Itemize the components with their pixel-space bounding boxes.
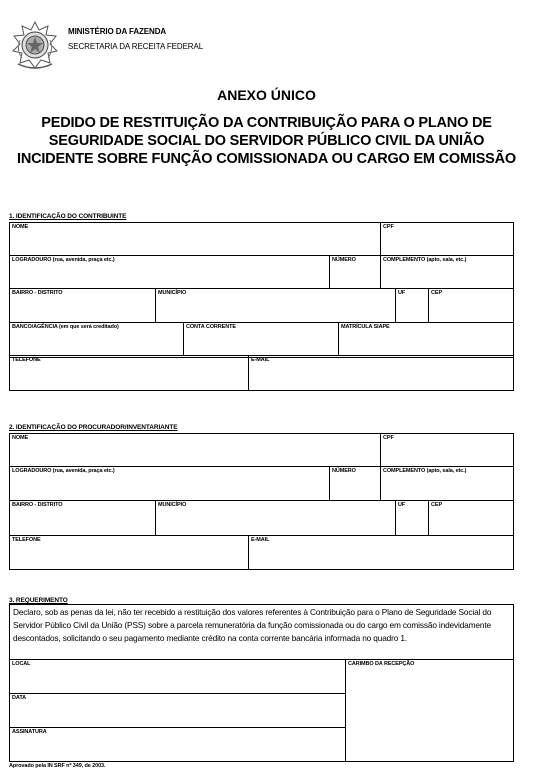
s2-logradouro-field[interactable] — [9, 466, 330, 501]
s1-email-label: E-MAIL — [251, 357, 270, 363]
s1-cep-field[interactable] — [428, 288, 514, 323]
section3-title: 3. REQUERIMENTO — [9, 597, 68, 604]
s3-data-field[interactable] — [9, 693, 346, 728]
s3-carimbo-label: CARIMBO DA RECEPÇÃO — [348, 661, 415, 667]
form-title-line3: INCIDENTE SOBRE FUNÇÃO COMISSIONADA OU CARGO EM COMISSÃO — [16, 151, 516, 167]
s2-uf-field[interactable] — [395, 500, 429, 536]
s1-telefone-field[interactable] — [9, 355, 249, 391]
s3-assinatura-field[interactable] — [9, 727, 346, 762]
s1-complemento-label: COMPLEMENTO (apto, sala, etc.) — [383, 257, 467, 263]
s2-telefone-field[interactable] — [9, 535, 249, 570]
s1-cep-label: CEP — [431, 290, 443, 296]
form-title-line1: PEDIDO DE RESTITUIÇÃO DA CONTRIBUIÇÃO PARA O PLANO DE — [41, 115, 492, 131]
form-title — [0, 114, 533, 168]
s3-local-label: LOCAL — [12, 661, 31, 667]
secretariat-name: SECRETARIA DA RECEITA FEDERAL — [68, 42, 204, 51]
s3-assinatura-label: ASSINATURA — [12, 729, 47, 735]
s1-banco-field[interactable] — [9, 322, 184, 356]
s2-numero-label: NÚMERO — [332, 468, 356, 474]
s3-carimbo-field[interactable] — [345, 659, 514, 762]
s1-matricula-field[interactable] — [338, 322, 514, 356]
s1-uf-field[interactable] — [395, 288, 429, 323]
request-declaration-text: Declaro, sob as penas da lei, não ter recebido a restituição dos valores referentes à Contribuição para o Plano de Seguridade Social do Servidor Público Civil da União (PSS) sobre a parcela remuneratória da função comissionada ou do cargo em comissão indevidamente descontados, solicitando o seu pagamento mediante crédito na conta corrente bancária informada no quadro 1. — [9, 604, 514, 660]
s1-municipio-field[interactable] — [155, 288, 396, 323]
s2-municipio-label: MUNICÍPIO — [158, 502, 187, 508]
s1-nome-label: NOME — [12, 224, 29, 230]
s2-telefone-label: TELEFONE — [12, 537, 41, 543]
s1-municipio-label: MUNICÍPIO — [158, 290, 187, 296]
s1-email-field[interactable] — [248, 355, 514, 391]
s1-complemento-field[interactable] — [380, 255, 514, 289]
s1-conta-field[interactable] — [183, 322, 339, 356]
s2-cep-label: CEP — [431, 502, 443, 508]
s2-nome-label: NOME — [12, 435, 29, 441]
s2-logradouro-label: LOGRADOURO (rua, avenida, praça etc.) — [12, 468, 115, 474]
s1-logradouro-field[interactable] — [9, 255, 330, 289]
s2-bairro-field[interactable] — [9, 500, 156, 536]
s2-email-label: E-MAIL — [251, 537, 270, 543]
s1-numero-field[interactable] — [329, 255, 381, 289]
s1-cpf-field[interactable] — [380, 222, 514, 256]
s2-complemento-label: COMPLEMENTO (apto, sala, etc.) — [383, 468, 467, 474]
s1-telefone-label: TELEFONE — [12, 357, 41, 363]
ministry-name: MINISTÉRIO DA FAZENDA — [68, 27, 167, 36]
s2-numero-field[interactable] — [329, 466, 381, 501]
s1-logradouro-label: LOGRADOURO (rua, avenida, praça etc.) — [12, 257, 115, 263]
annex-title: ANEXO ÚNICO — [217, 87, 316, 103]
s1-nome-field[interactable] — [9, 222, 381, 256]
s2-cep-field[interactable] — [428, 500, 514, 536]
s2-cpf-label: CPF — [383, 435, 394, 441]
s2-cpf-field[interactable] — [380, 433, 514, 467]
s1-banco-label: BANCO/AGÊNCIA (em que será creditado) — [12, 324, 119, 330]
s1-numero-label: NÚMERO — [332, 257, 356, 263]
s1-conta-label: CONTA CORRENTE — [186, 324, 236, 330]
coat-of-arms-emblem — [10, 20, 60, 72]
s2-nome-field[interactable] — [9, 433, 381, 467]
form-title-line2: SEGURIDADE SOCIAL DO SERVIDOR PÚBLICO CIVIL DA UNIÃO — [48, 133, 485, 149]
s2-complemento-field[interactable] — [380, 466, 514, 501]
s1-bairro-field[interactable] — [9, 288, 156, 323]
s2-municipio-field[interactable] — [155, 500, 396, 536]
section2-title: 2. IDENTIFICAÇÃO DO PROCURADOR/INVENTARIANTE — [9, 424, 178, 431]
s3-data-label: DATA — [12, 695, 27, 701]
s1-bairro-label: BAIRRO - DISTRITO — [12, 290, 63, 296]
s1-cpf-label: CPF — [383, 224, 394, 230]
s2-email-field[interactable] — [248, 535, 514, 570]
s1-matricula-label: MATRÍCULA SIAPE — [341, 324, 390, 330]
footer-note: Aprovado pela IN SRF nº 349, de 2003. — [9, 763, 106, 769]
section1-title: 1. IDENTIFICAÇÃO DO CONTRIBUINTE — [9, 213, 127, 220]
s1-uf-label: UF — [398, 290, 406, 296]
s3-local-field[interactable] — [9, 659, 346, 694]
s2-bairro-label: BAIRRO - DISTRITO — [12, 502, 63, 508]
s2-uf-label: UF — [398, 502, 406, 508]
